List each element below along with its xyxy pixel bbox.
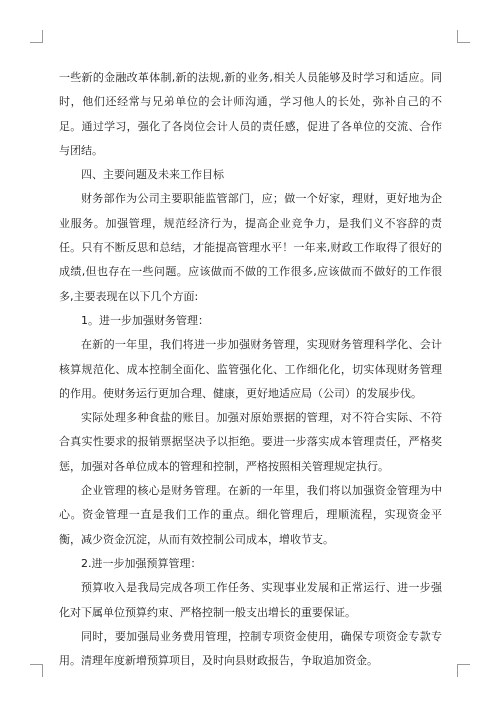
paragraph-9: 预算收入是我局完成各项工作任务、实现事业发展和正常运行、进一步强化对下属单位预算约束、严格控制一般支出增长的重要保证。 <box>59 581 442 619</box>
crop-mark-top-left <box>30 30 43 43</box>
paragraph-10: 同时，要加强局业务费用管理，控制专项资金使用，确保专项资金专款专用。清理年度新增预算项目，及时向县财政报告，争取追加资金。 <box>59 629 442 668</box>
crop-mark-bottom-right <box>457 664 470 677</box>
paragraph-7: 企业管理的核心是财务管理。在新的一年里，我们将以加强资金管理为中心。资金管理一直是我们工作的重点。细化管理后，理顺流程，实现资金平衡，减少资金沉淀，从而有效控制公司成本，增收节支。 <box>59 484 442 546</box>
section-heading: 四、主要问题及未来工作目标 <box>81 168 224 182</box>
subheading-1: 1。进一步加强财务管理： <box>81 313 209 327</box>
crop-mark-top-right <box>457 30 470 43</box>
paragraph-6: 实际处理多种食盐的账目。加强对原始票据的管理，对不符合实际、不符合真实性要求的报销票据坚决予以拒绝。要进一步落实成本管理责任，严格奖惩，加强对各单位成本的管理和控制，严格按照相关管理规定执行。 <box>59 411 442 473</box>
document-body <box>59 66 442 673</box>
paragraph-1: 一些新的金融改革体制,新的法规,新的业务,相关人员能够及时学习和适应。同时，他们还经常与兄弟单位的会计师沟通，学习他人的长处，弥补自己的不足。通过学习，强化了各岗位会计人员的责任感，促进了各单位的交流、合作与团结。 <box>59 71 442 157</box>
paragraph-5: 在新的一年里，我们将进一步加强财务管理，实现财务管理科学化、会计核算规范化、成本控制全面化、监管强化化、工作细化化，切实体现财务管理的作用。使财务运行更加合理、健康，更好地适应局（公司）的发展步伐。 <box>59 338 442 400</box>
crop-mark-bottom-left <box>30 664 43 677</box>
paragraph-3: 财务部作为公司主要职能监管部门，应；做一个好家，理财，更好地为企业服务。加强管理，规范经济行为，提高企业竞争力，是我们义不容辞的责任。只有不断反思和总结，才能提高管理水平！一年来,财政工作取得了很好的成绩,但也存在一些问题。应该做而不做的工作很多,应该做而不做好的工作很多,主要表现在以下几个方面: <box>59 192 442 303</box>
subheading-2: 2.进一步加强预算管理： <box>81 556 202 570</box>
